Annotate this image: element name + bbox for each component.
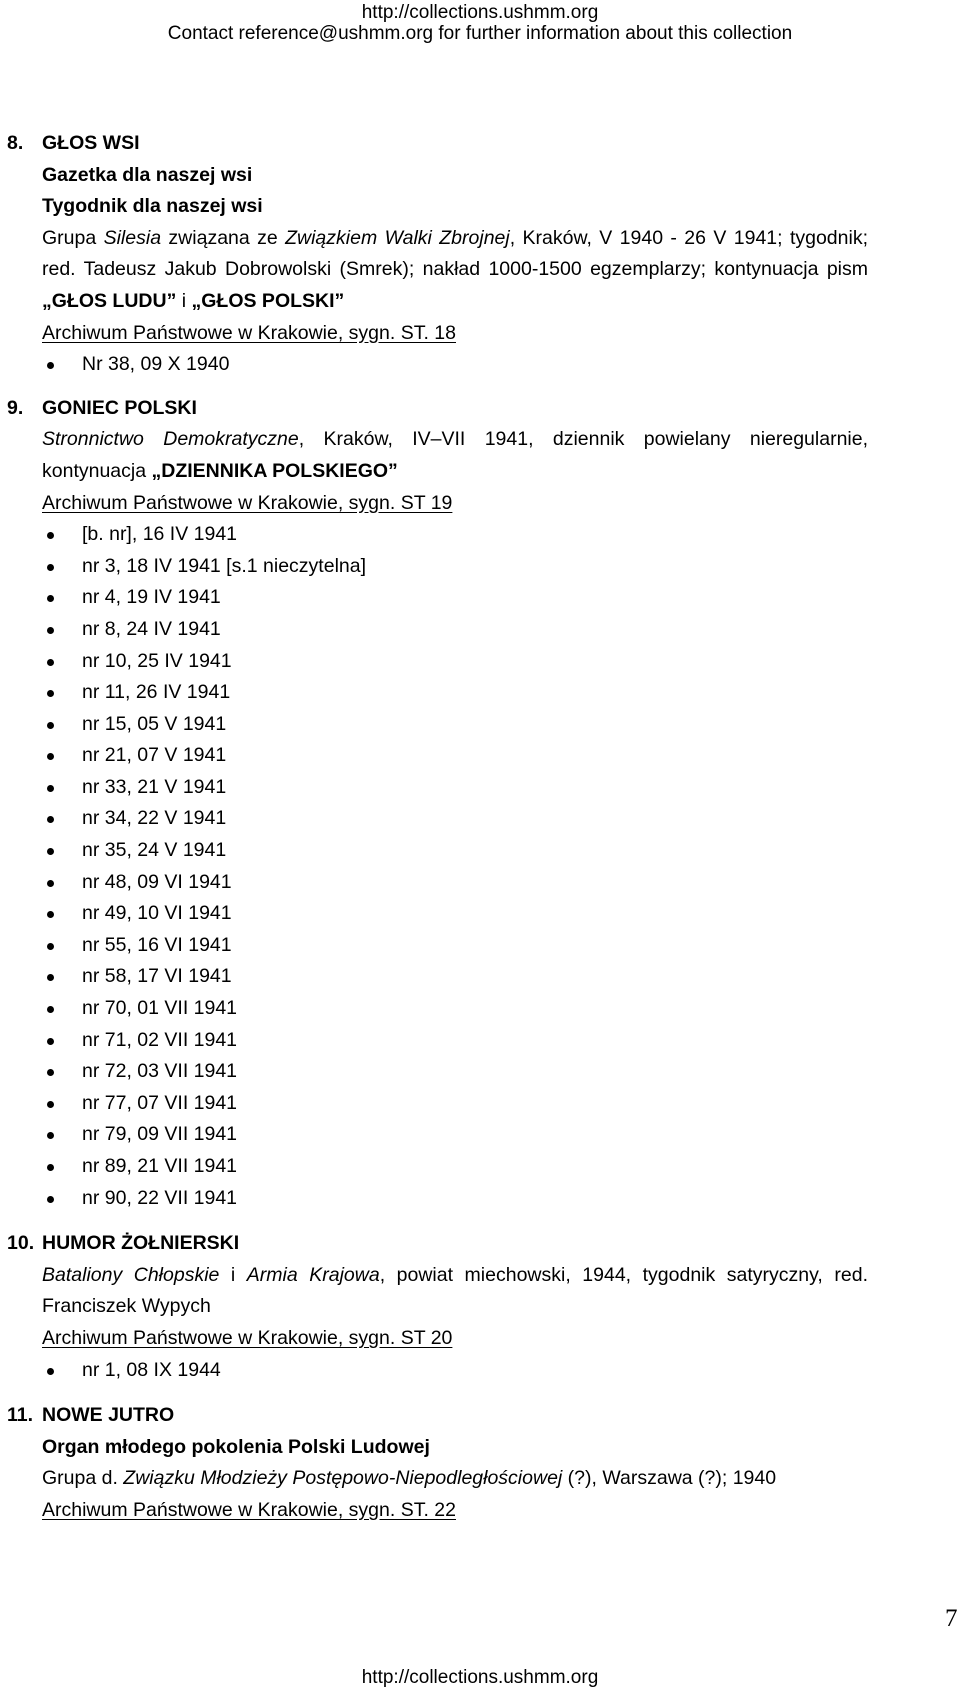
list-item: nr 34, 22 V 1941 — [42, 803, 868, 835]
list-item: nr 58, 17 VI 1941 — [42, 961, 868, 993]
entry-8 — [7, 128, 868, 381]
list-item: nr 10, 25 IV 1941 — [42, 646, 868, 678]
document-body — [7, 128, 869, 1527]
list-item: nr 15, 05 V 1941 — [42, 709, 868, 741]
list-item: nr 79, 09 VII 1941 — [42, 1119, 868, 1151]
list-item: nr 72, 03 VII 1941 — [42, 1056, 868, 1088]
list-item: nr 33, 21 V 1941 — [42, 772, 868, 804]
list-item: [b. nr], 16 IV 1941 — [42, 519, 868, 551]
header-contact: Contact reference@ushmm.org for further information about this collection — [167, 23, 793, 44]
issue-list — [42, 1355, 868, 1387]
entry-subtitle: Organ młodego pokolenia Polski Ludowej — [42, 1435, 430, 1458]
entry-title: GONIEC POLSKI — [42, 396, 197, 419]
list-item: nr 35, 24 V 1941 — [42, 835, 868, 867]
entry-subtitle: Tygodnik dla naszej wsi — [42, 195, 263, 218]
list-item: nr 11, 26 IV 1941 — [42, 677, 868, 709]
header-url: http://collections.ushmm.org — [361, 2, 599, 23]
entry-number: 11. — [7, 1404, 34, 1427]
archive-reference: Archiwum Państwowe w Krakowie, sygn. ST. 18 — [42, 321, 456, 344]
issue-list — [42, 349, 868, 381]
page-number: 7 — [945, 1605, 958, 1632]
entry-number: 9. — [7, 396, 24, 419]
list-item: nr 70, 01 VII 1941 — [42, 993, 868, 1025]
footer-url: http://collections.ushmm.org — [361, 1667, 599, 1688]
list-item: nr 90, 22 VII 1941 — [42, 1183, 868, 1215]
list-item: nr 4, 19 IV 1941 — [42, 582, 868, 614]
list-item: nr 55, 16 VI 1941 — [42, 930, 868, 962]
list-item: Nr 38, 09 X 1940 — [42, 349, 868, 381]
list-item: nr 1, 08 IX 1944 — [42, 1355, 868, 1387]
entry-description: Grupa d. Związku Młodzieży Postępowo-Niepodległościowej (?), Warszawa (?); 1940 — [42, 1467, 777, 1490]
entry-subtitle: Gazetka dla naszej wsi — [42, 163, 253, 186]
archive-reference: Archiwum Państwowe w Krakowie, sygn. ST 19 — [42, 491, 453, 514]
archive-reference: Archiwum Państwowe w Krakowie, sygn. ST 20 — [42, 1326, 453, 1349]
list-item: nr 49, 10 VI 1941 — [42, 898, 868, 930]
issue-list — [42, 519, 868, 1214]
entry-title: NOWE JUTRO — [42, 1404, 175, 1427]
entry-description: Bataliony Chłopskie i Armia Krajowa, powiat miechowski, 1944, tygodnik satyryczny, red. Franciszek Wypych — [42, 1263, 868, 1318]
list-item: nr 3, 18 IV 1941 [s.1 nieczytelna] — [42, 551, 868, 583]
list-item: nr 89, 21 VII 1941 — [42, 1151, 868, 1183]
entry-description: Grupa Silesia związana ze Związkiem Walki Zbrojnej, Kraków, V 1940 - 26 V 1941; tygodnik; red. Tadeusz Jakub Dobrowolski (Smrek); nakład 1000-1500 egzemplarzy; kontynuacja pism „GŁOS LUDU” i „GŁOS POLSKI” — [42, 226, 868, 312]
entry-11 — [7, 1400, 868, 1526]
list-item: nr 77, 07 VII 1941 — [42, 1088, 868, 1120]
entry-title: GŁOS WSI — [42, 132, 140, 154]
entry-number: 10. — [7, 1232, 35, 1255]
list-item: nr 8, 24 IV 1941 — [42, 614, 868, 646]
list-item: nr 21, 07 V 1941 — [42, 740, 868, 772]
entry-number: 8. — [7, 132, 24, 154]
entry-description: Stronnictwo Demokratyczne, Kraków, IV–VII 1941, dziennik powielany nieregularnie, kontynuacja „DZIENNIKA POLSKIEGO” — [42, 428, 869, 482]
entry-10 — [7, 1228, 868, 1386]
entry-title: HUMOR ŻOŁNIERSKI — [42, 1232, 240, 1255]
archive-reference: Archiwum Państwowe w Krakowie, sygn. ST. 22 — [42, 1498, 456, 1521]
list-item: nr 48, 09 VI 1941 — [42, 867, 868, 899]
list-item: nr 71, 02 VII 1941 — [42, 1025, 868, 1057]
entry-9 — [7, 393, 869, 1214]
